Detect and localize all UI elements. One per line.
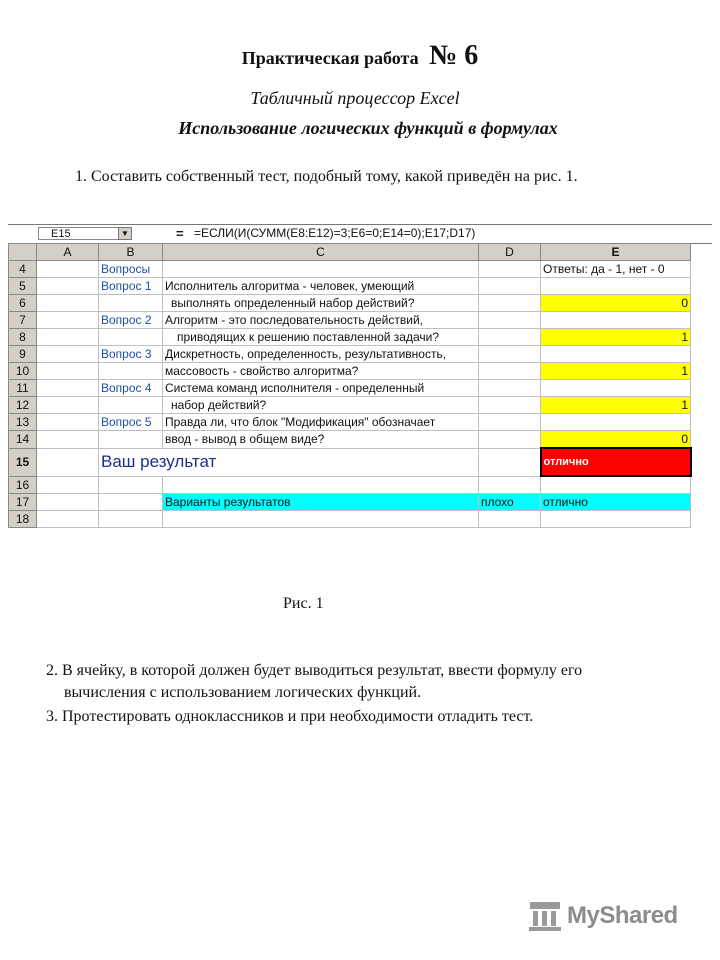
table-row <box>9 329 691 346</box>
cell-d6[interactable] <box>479 295 541 312</box>
cell-c5[interactable]: Исполнитель алгоритма - человек, умеющий <box>163 278 479 295</box>
watermark-text: MyShared <box>567 902 678 929</box>
cell-b5[interactable]: Вопрос 1 <box>99 278 163 295</box>
cell-c6[interactable]: выполнять определенный набор действий? <box>163 295 479 312</box>
cell-d7[interactable] <box>479 312 541 329</box>
cell-c13[interactable]: Правда ли, что блок "Модификация" обозначает <box>163 414 479 431</box>
title-text: Практическая работа <box>241 48 419 68</box>
cell-c16[interactable] <box>163 476 479 494</box>
table-row <box>9 380 691 397</box>
cell-e13[interactable] <box>541 414 691 431</box>
cell-d5[interactable] <box>479 278 541 295</box>
cell-d8[interactable] <box>479 329 541 346</box>
table-row <box>9 414 691 431</box>
row-header[interactable]: 18 <box>9 511 37 528</box>
myshared-watermark <box>527 898 697 934</box>
cell-c11[interactable]: Система команд исполнителя - определенный <box>163 380 479 397</box>
cell-c8[interactable]: приводящих к решению поставленной задачи? <box>163 329 479 346</box>
cell-c4[interactable] <box>163 261 479 278</box>
answer-cell-e6[interactable]: 0 <box>541 295 691 312</box>
row-header[interactable]: 17 <box>9 494 37 511</box>
cell-b13[interactable]: Вопрос 5 <box>99 414 163 431</box>
column-header-row <box>9 244 691 261</box>
table-row <box>9 511 691 528</box>
table-row <box>9 312 691 329</box>
cell-a12[interactable] <box>37 397 99 414</box>
cell-b12[interactable] <box>99 397 163 414</box>
formula-text[interactable]: =ЕСЛИ(И(СУММ(E8:E12)=3;E6=0;E14=0);E17;D17) <box>194 226 476 240</box>
task-2 <box>46 660 706 704</box>
page-title <box>0 40 720 72</box>
subtitle: Табличный процессор Excel <box>250 88 460 108</box>
row-header[interactable]: 9 <box>9 346 37 363</box>
answer-cell-e12[interactable]: 1 <box>541 397 691 414</box>
topic-heading: Использование логических функций в формулах <box>178 118 558 138</box>
cell-c12[interactable]: набор действий? <box>163 397 479 414</box>
row-header[interactable]: 16 <box>9 476 37 494</box>
cell-a13[interactable] <box>37 414 99 431</box>
answer-cell-e8[interactable]: 1 <box>541 329 691 346</box>
cell-e16[interactable] <box>541 476 691 494</box>
row-header[interactable]: 13 <box>9 414 37 431</box>
corner-cell[interactable] <box>9 244 37 261</box>
cell-e17[interactable]: отлично <box>541 494 691 511</box>
table-row <box>9 431 691 449</box>
cell-e7[interactable] <box>541 312 691 329</box>
task-2-line-1: 2. В ячейку, в которой должен будет выводиться результат, ввести формулу его <box>46 662 583 679</box>
cell-c9[interactable]: Дискретность, определенность, результативность, <box>163 346 479 363</box>
table-row <box>9 346 691 363</box>
cell-a6[interactable] <box>37 295 99 312</box>
result-cell-e15[interactable]: отлично <box>541 448 691 476</box>
cell-a10[interactable] <box>37 363 99 380</box>
row-header[interactable]: 6 <box>9 295 37 312</box>
figure-caption: Рис. 1 <box>283 595 324 612</box>
table-row <box>9 278 691 295</box>
table-row <box>9 448 691 476</box>
column-header-b[interactable]: B <box>99 244 163 261</box>
name-box[interactable]: E15 <box>38 227 132 240</box>
cell-a4[interactable] <box>37 261 99 278</box>
task-2-line-2: вычисления с использованием логических функций. <box>64 684 422 701</box>
cell-e9[interactable] <box>541 346 691 363</box>
cell-b7[interactable]: Вопрос 2 <box>99 312 163 329</box>
cell-e5[interactable] <box>541 278 691 295</box>
table-row <box>9 494 691 511</box>
cell-c7[interactable]: Алгоритм - это последовательность действий, <box>163 312 479 329</box>
spreadsheet-figure <box>8 224 712 536</box>
cell-a11[interactable] <box>37 380 99 397</box>
cell-c18[interactable] <box>163 511 479 528</box>
formula-bar <box>8 224 712 244</box>
column-header-d[interactable]: D <box>479 244 541 261</box>
cell-a16[interactable] <box>37 476 99 494</box>
cell-a5[interactable] <box>37 278 99 295</box>
cell-d10[interactable] <box>479 363 541 380</box>
cell-d11[interactable] <box>479 380 541 397</box>
cell-d18[interactable] <box>479 511 541 528</box>
row-header[interactable]: 14 <box>9 431 37 449</box>
cell-b18[interactable] <box>99 511 163 528</box>
cell-b16[interactable] <box>99 476 163 494</box>
sheet-grid <box>8 243 692 528</box>
cell-d15[interactable] <box>479 448 541 476</box>
answer-cell-e10[interactable]: 1 <box>541 363 691 380</box>
myshared-logo-icon <box>527 898 563 934</box>
cell-a9[interactable] <box>37 346 99 363</box>
column-header-c[interactable]: C <box>163 244 479 261</box>
cell-e4[interactable]: Ответы: да - 1, нет - 0 <box>541 261 691 278</box>
cell-d17[interactable]: плохо <box>479 494 541 511</box>
row-header[interactable]: 11 <box>9 380 37 397</box>
cell-d4[interactable] <box>479 261 541 278</box>
table-row <box>9 476 691 494</box>
task-3: 3. Протестировать одноклассников и при необходимости отладить тест. <box>46 708 534 725</box>
table-row <box>9 363 691 380</box>
cell-a7[interactable] <box>37 312 99 329</box>
cell-b9[interactable]: Вопрос 3 <box>99 346 163 363</box>
row-header[interactable]: 8 <box>9 329 37 346</box>
answer-cell-e14[interactable]: 0 <box>541 431 691 449</box>
cell-c17[interactable]: Варианты результатов <box>163 494 479 511</box>
row-header[interactable]: 15 <box>9 448 37 476</box>
column-header-e[interactable]: E <box>541 244 691 261</box>
cell-d16[interactable] <box>479 476 541 494</box>
cell-e11[interactable] <box>541 380 691 397</box>
cell-e18[interactable] <box>541 511 691 528</box>
cell-b10[interactable] <box>99 363 163 380</box>
cell-c14[interactable]: ввод - вывод в общем виде? <box>163 431 479 449</box>
task-1: 1. Составить собственный тест, подобный тому, какой приведён на рис. 1. <box>75 168 578 185</box>
equals-button[interactable]: = <box>176 226 184 241</box>
row-header[interactable]: 12 <box>9 397 37 414</box>
row-header[interactable]: 10 <box>9 363 37 380</box>
cell-b8[interactable] <box>99 329 163 346</box>
cell-d9[interactable] <box>479 346 541 363</box>
cell-d12[interactable] <box>479 397 541 414</box>
cell-b14[interactable] <box>99 431 163 449</box>
cell-a8[interactable] <box>37 329 99 346</box>
cell-c10[interactable]: массовость - свойство алгоритма? <box>163 363 479 380</box>
cell-b4[interactable]: Вопросы <box>99 261 163 278</box>
column-header-a[interactable]: A <box>37 244 99 261</box>
dropdown-arrow-icon[interactable]: ▼ <box>118 227 132 240</box>
cell-b11[interactable]: Вопрос 4 <box>99 380 163 397</box>
title-number: № 6 <box>429 40 479 71</box>
table-row <box>9 261 691 278</box>
table-row <box>9 295 691 312</box>
cell-a15[interactable] <box>37 448 99 476</box>
table-row <box>9 397 691 414</box>
result-label[interactable]: Ваш результат <box>99 448 479 476</box>
row-header[interactable]: 4 <box>9 261 37 278</box>
cell-b17[interactable] <box>99 494 163 511</box>
row-header[interactable]: 7 <box>9 312 37 329</box>
cell-a17[interactable] <box>37 494 99 511</box>
cell-d14[interactable] <box>479 431 541 449</box>
cell-a14[interactable] <box>37 431 99 449</box>
cell-b6[interactable] <box>99 295 163 312</box>
cell-d13[interactable] <box>479 414 541 431</box>
row-header[interactable]: 5 <box>9 278 37 295</box>
cell-a18[interactable] <box>37 511 99 528</box>
